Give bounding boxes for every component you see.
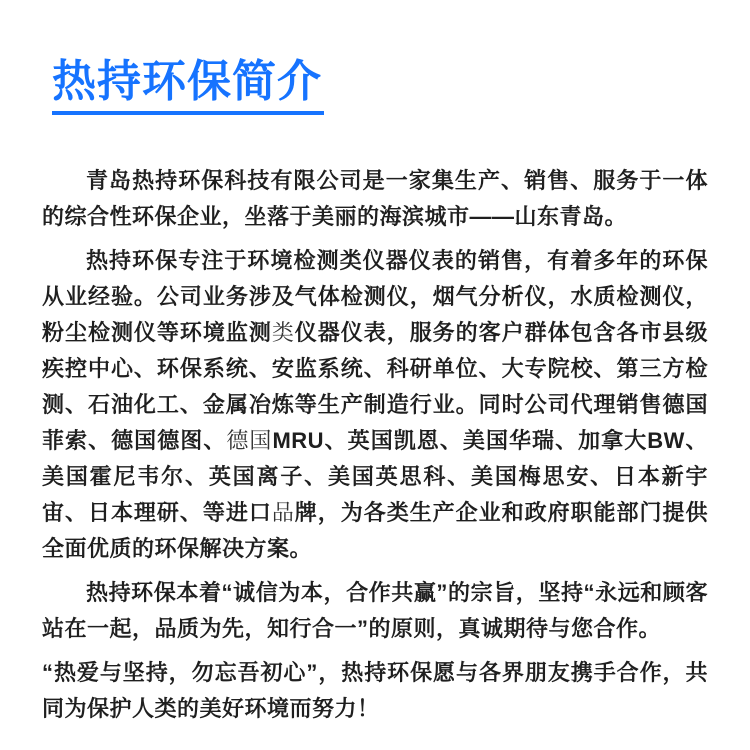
body-text: 热持环保专注于环境检测类仪器仪表的销售，有着多年的环保从业经验。公司业务涉及气体检测仪，烟气分析仪，水质检测仪，粉尘检测仪等环境监测 xyxy=(42,248,708,345)
body-text: 牌，为各类生产企业和政府职能部门提供全面优质的环保解决方案。 xyxy=(42,500,708,561)
fallback-font-text: 品 xyxy=(271,500,295,525)
paragraph xyxy=(42,575,708,647)
fallback-font-text: 德国 xyxy=(226,428,273,453)
article xyxy=(42,163,708,727)
body-text: 青岛热持环保科技有限公司是一家集生产、销售、服务于一体的综合性环保企业，坐落于美丽的海滨城市——山东青岛。 xyxy=(42,168,708,229)
paragraph xyxy=(42,163,708,235)
page-title: 热持环保简介 xyxy=(52,58,324,115)
paragraph xyxy=(42,655,708,727)
body-text: 热持环保本着“诚信为本，合作共赢”的宗旨，坚持“永远和顾客站在一起，品质为先，知行合一”的原则，真诚期待与您合作。 xyxy=(42,580,708,641)
body-text: “热爱与坚持，勿忘吾初心”，热持环保愿与各界朋友携手合作，共同为保护人类的美好环境而努力！ xyxy=(42,660,708,721)
fallback-font-text: 类 xyxy=(271,320,295,345)
body-text: MRU、英国凯恩、美国华瑞、加拿大BW、美国霍尼韦尔、英国离子、美国英思科、美国梅思安、日本新宇宙、日本理研、等进口 xyxy=(42,428,708,525)
paragraph xyxy=(42,243,708,567)
body-text: 仪器仪表，服务的客户群体包含各市县级疾控中心、环保系统、安监系统、科研单位、大专院校、第三方检测、石油化工、金属冶炼等生产制造行业。同时公司代理销售德国菲索、德国德图、 xyxy=(42,320,708,453)
